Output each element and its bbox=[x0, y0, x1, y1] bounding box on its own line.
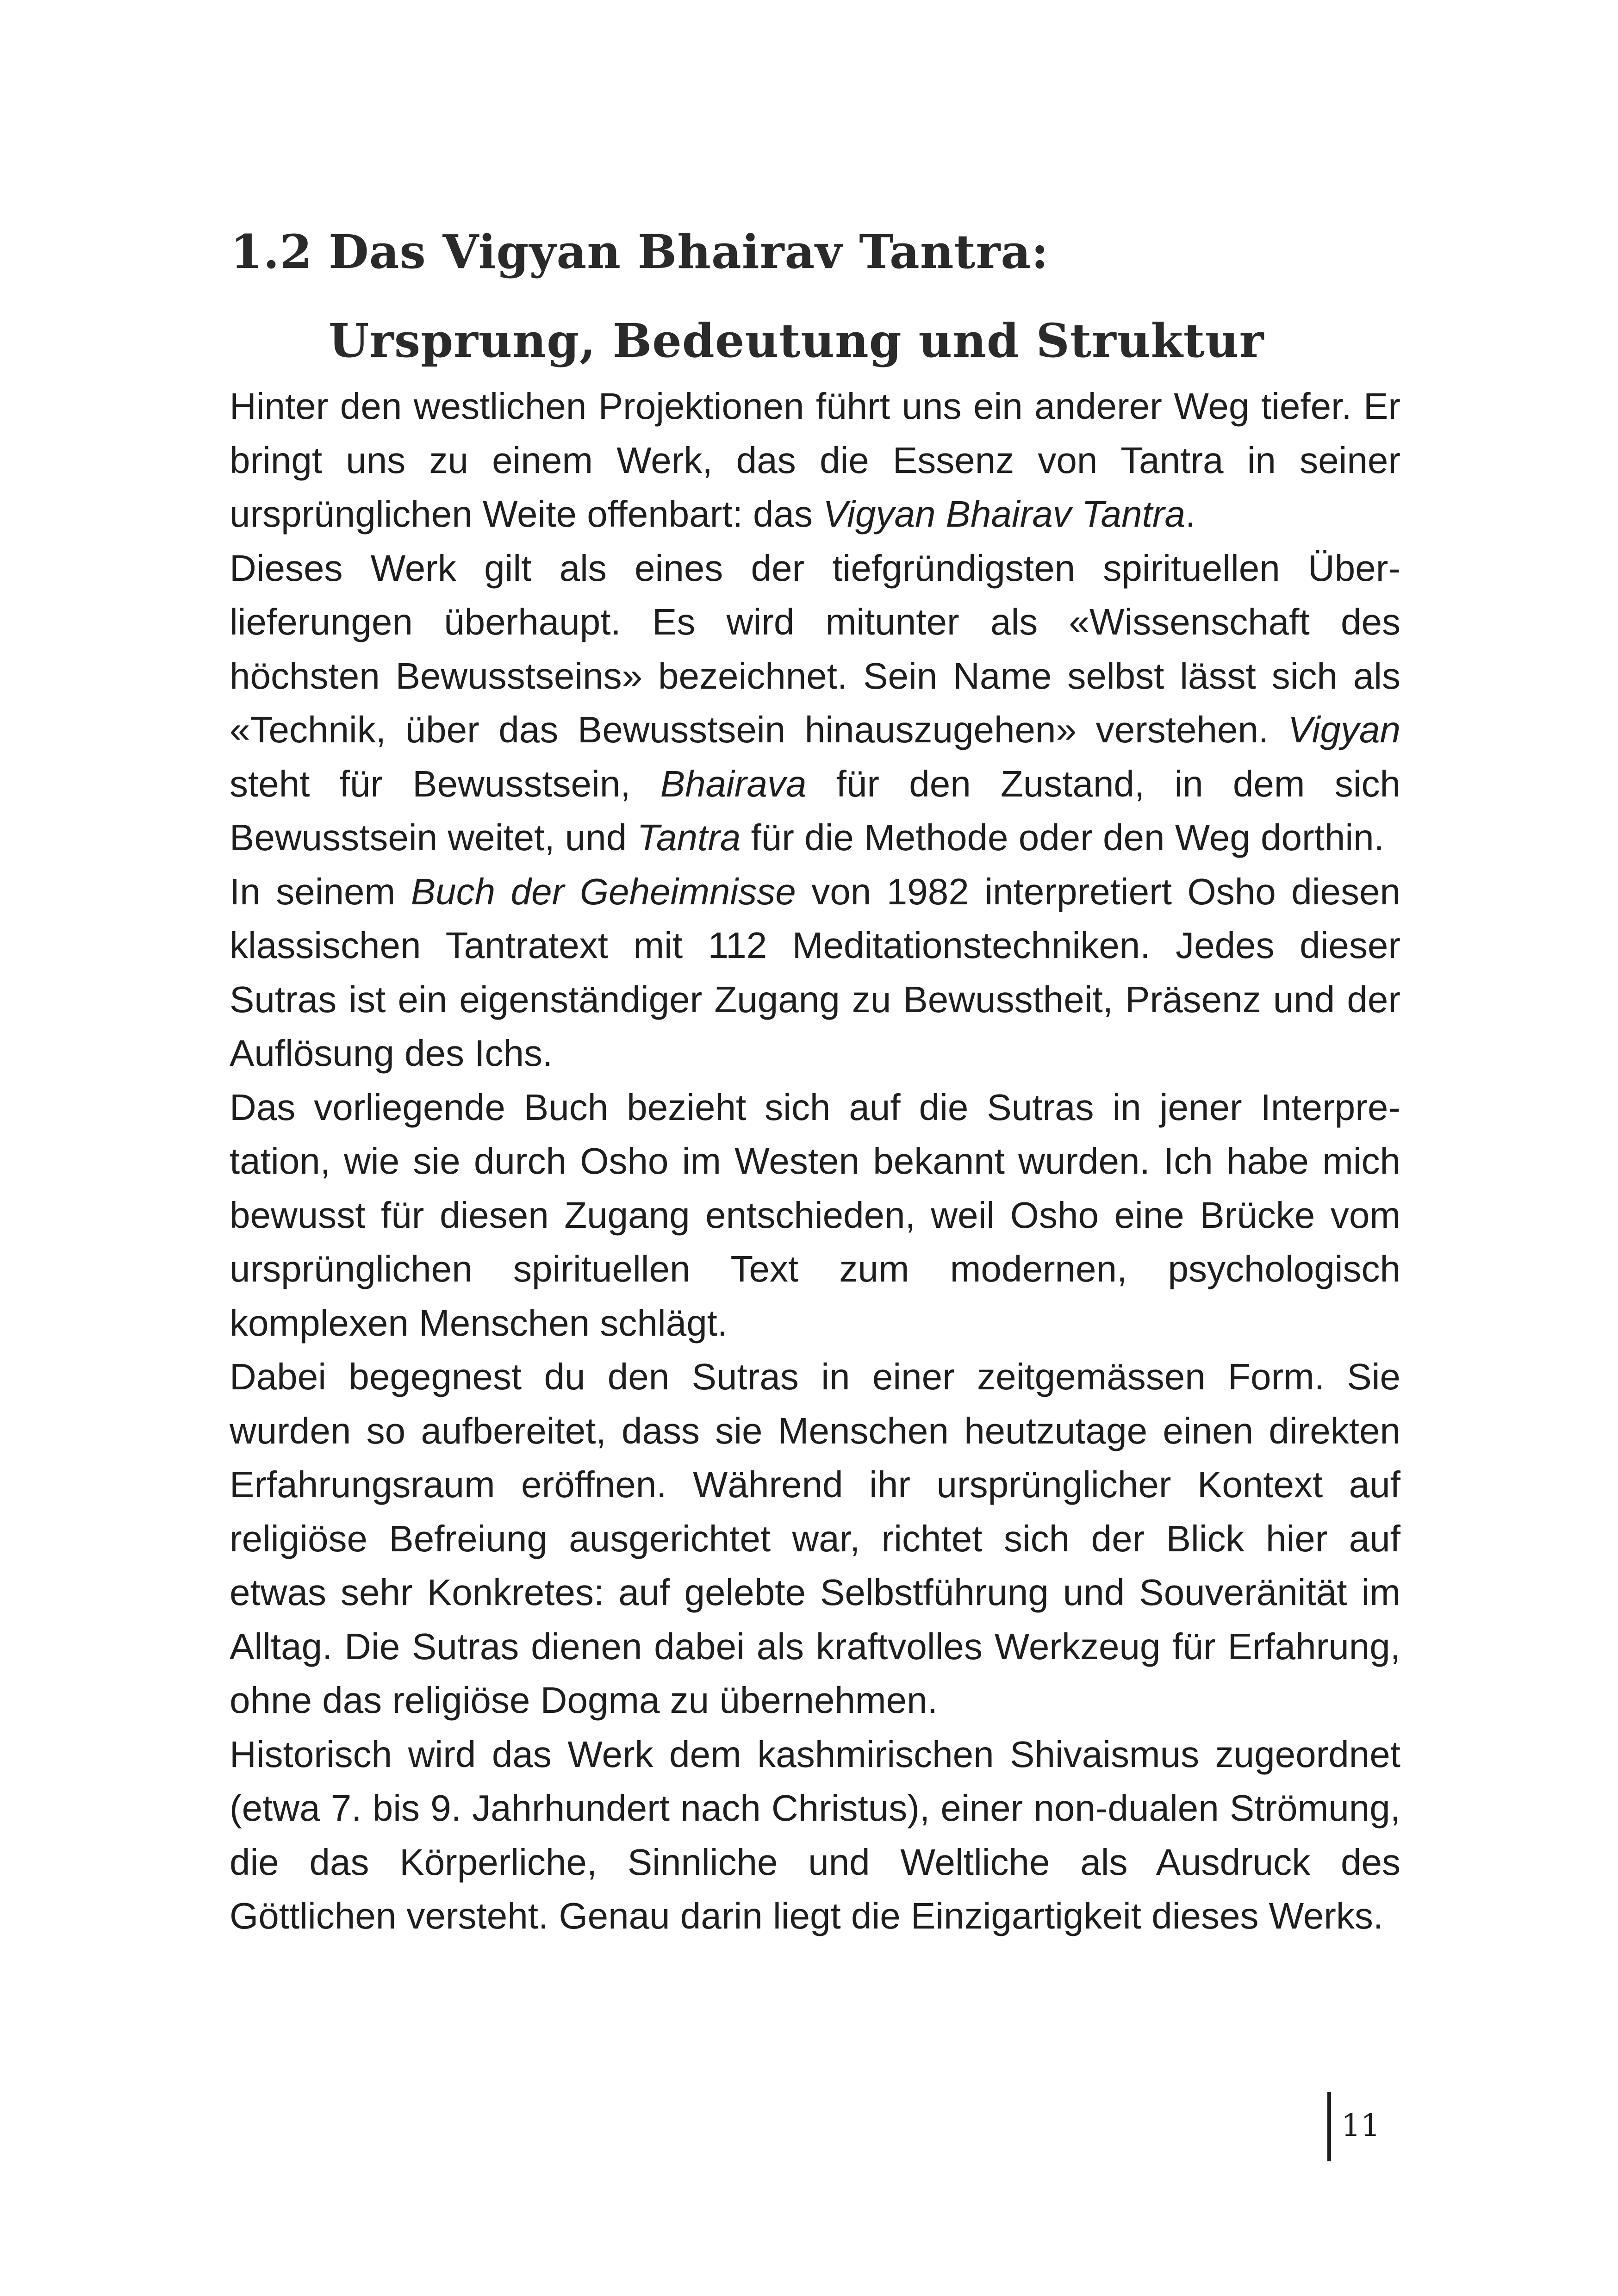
italic-term: Vigyan Bhairav Tantra bbox=[823, 493, 1185, 535]
section-title-line-1: Das Vigyan Bhairav Tantra: bbox=[329, 224, 1049, 279]
paragraph bbox=[230, 380, 1400, 541]
italic-term: Buch der Geheimnisse bbox=[411, 871, 796, 912]
italic-term: Bhairava bbox=[660, 763, 807, 804]
paragraph bbox=[230, 541, 1400, 865]
section-title-line-2: Ursprung, Bedeutung und Struktur bbox=[329, 313, 1264, 368]
text-run: Dieses Werk gilt als eines der tiefgründigsten spirituellen Überlieferungen überhaupt. Es wird mitunter als «Wissenschaft des höchsten Bewusstseins» bezeichnet. Sein Name selbst lässt sich als «Technik, über das Bewusstsein hinauszugehen» verstehen. bbox=[230, 547, 1400, 750]
italic-term: Tantra bbox=[637, 817, 741, 858]
paragraph bbox=[230, 1081, 1400, 1350]
text-run: Historisch wird das Werk dem kashmirischen Shivaismus zugeordnet (etwa 7. bis 9. Jahrhundert nach Christus), einer non-dualen Strömung, die das Körperliche, Sinnliche und Weltliche als Ausdruck des Göttlichen versteht. Genau darin liegt die Einzigartigkeit dieses Werks. bbox=[230, 1733, 1400, 1936]
text-run: steht für Bewusstsein, bbox=[230, 763, 660, 804]
section-title bbox=[329, 207, 1264, 385]
folio-rule bbox=[1327, 2092, 1331, 2161]
body-text bbox=[230, 380, 1400, 1943]
text-run: Das vorliegende Buch bezieht sich auf die Sutras in jener Interpretation, wie sie durch Osho im Westen bekannt wurden. Ich habe mich bewusst für diesen Zugang entschieden, weil Osho eine Brücke vom ursprünglichen spirituellen Text zum modernen, psychologisch komplexen Menschen schlägt. bbox=[230, 1086, 1400, 1344]
text-run: von 1982 interpretiert Osho diesen klassischen Tantratext mit 112 Meditationstechniken. Jedes dieser Sutras ist ein eigenständiger Zugang zu Bewusstheit, Präsenz und der Auflösung des Ichs. bbox=[230, 871, 1401, 1074]
text-run: für den Zustand, in dem sich Bewusstsein weitet, und bbox=[230, 763, 1401, 858]
text-run: . bbox=[1185, 493, 1196, 535]
section-number: 1.2 bbox=[230, 224, 312, 279]
text-run: In seinem bbox=[230, 871, 411, 912]
page-number: 11 bbox=[1341, 2108, 1380, 2143]
text-run: Hinter den westlichen Projektionen führt uns ein anderer Weg tiefer. Er bringt uns zu einem Werk, das die Essenz von Tantra in seiner ursprünglichen Weite offenbart: das bbox=[230, 386, 1400, 535]
paragraph bbox=[230, 1350, 1400, 1728]
text-run: Dabei begegnest du den Sutras in einer zeitgemässen Form. Sie wurden so aufbereitet, dass sie Menschen heutzutage einen direkten Erfahrungsraum eröffnen. Während ihr ursprünglicher Kontext auf religiöse Befreiung ausgerichtet war, richtet sich der Blick hier auf etwas sehr Konkretes: auf gelebte Selbstführung und Souveränität im Alltag. Die Sutras dienen dabei als kraftvolles Werkzeug für Erfahrung, ohne das religiöse Dogma zu übernehmen. bbox=[230, 1356, 1400, 1721]
paragraph bbox=[230, 865, 1400, 1081]
paragraph bbox=[230, 1728, 1400, 1943]
italic-term: Vigyan bbox=[1288, 709, 1400, 750]
text-run: für die Methode oder den Weg dorthin. bbox=[741, 817, 1384, 858]
